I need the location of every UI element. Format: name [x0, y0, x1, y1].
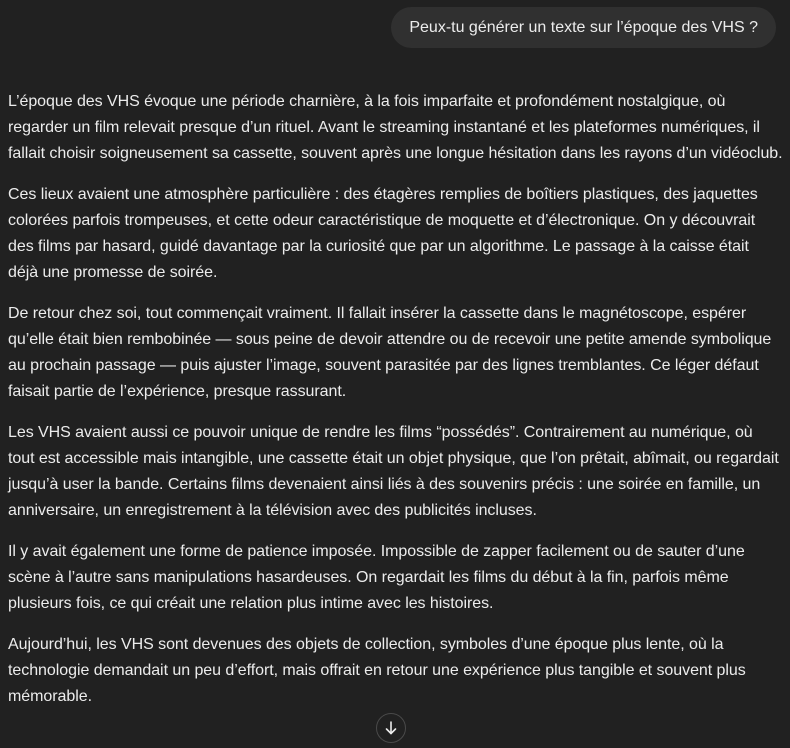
user-message-bubble: Peux-tu générer un texte sur l’époque des VHS ?	[391, 7, 776, 48]
assistant-paragraph: De retour chez soi, tout commençait vraiment. Il fallait insérer la cassette dans le magnétoscope, espérer qu’elle était bien rembobinée — sous peine de devoir attendre ou de recevoir une petite amende symbolique au prochain passage — puis ajuster l’image, souvent parasitée par des lignes tremblantes. Ce léger défaut faisait partie de l’expérience, presque rassurant.	[8, 305, 772, 400]
assistant-message	[8, 89, 783, 725]
assistant-paragraph: Il y avait également une forme de patience imposée. Impossible de zapper facilement ou de sauter d’une scène à l’autre sans manipulations hasardeuses. On regardait les films du début à la fin, parfois même plusieurs fois, ce qui créait une relation plus intime avec les histoires.	[8, 543, 745, 612]
scroll-to-bottom-button[interactable]	[376, 713, 406, 743]
assistant-paragraph: L’époque des VHS évoque une période charnière, à la fois imparfaite et profondément nostalgique, où regarder un film relevait presque d’un rituel. Avant le streaming instantané et les plateformes numériques, il fallait choisir soigneusement sa cassette, souvent après une longue hésitation dans les rayons d’un vidéoclub.	[8, 93, 783, 162]
assistant-paragraph: Les VHS avaient aussi ce pouvoir unique de rendre les films “possédés”. Contrairement au numérique, où tout est accessible mais intangible, une cassette était un objet physique, que l’on prêtait, abîmait, ou regardait jusqu’à user la bande. Certains films devenaient ainsi liés à des souvenirs précis : une soirée en famille, un anniversaire, un enregistrement à la télévision avec des publicités incluses.	[8, 424, 779, 519]
arrow-down-icon	[383, 720, 399, 736]
assistant-paragraph: Ces lieux avaient une atmosphère particulière : des étagères remplies de boîtiers plastiques, des jaquettes colorées parfois trompeuses, et cette odeur caractéristique de moquette et d’électronique. On y découvrait des films par hasard, guidé davantage par la curiosité que par un algorithme. Le passage à la caisse était déjà une promesse de soirée.	[8, 186, 758, 281]
user-message-row	[391, 7, 776, 48]
assistant-paragraph: Aujourd’hui, les VHS sont devenues des objets de collection, symboles d’une époque plus lente, où la technologie demandait un peu d’effort, mais offrait en retour une expérience plus tangible et souvent plus mémorable.	[8, 636, 746, 705]
